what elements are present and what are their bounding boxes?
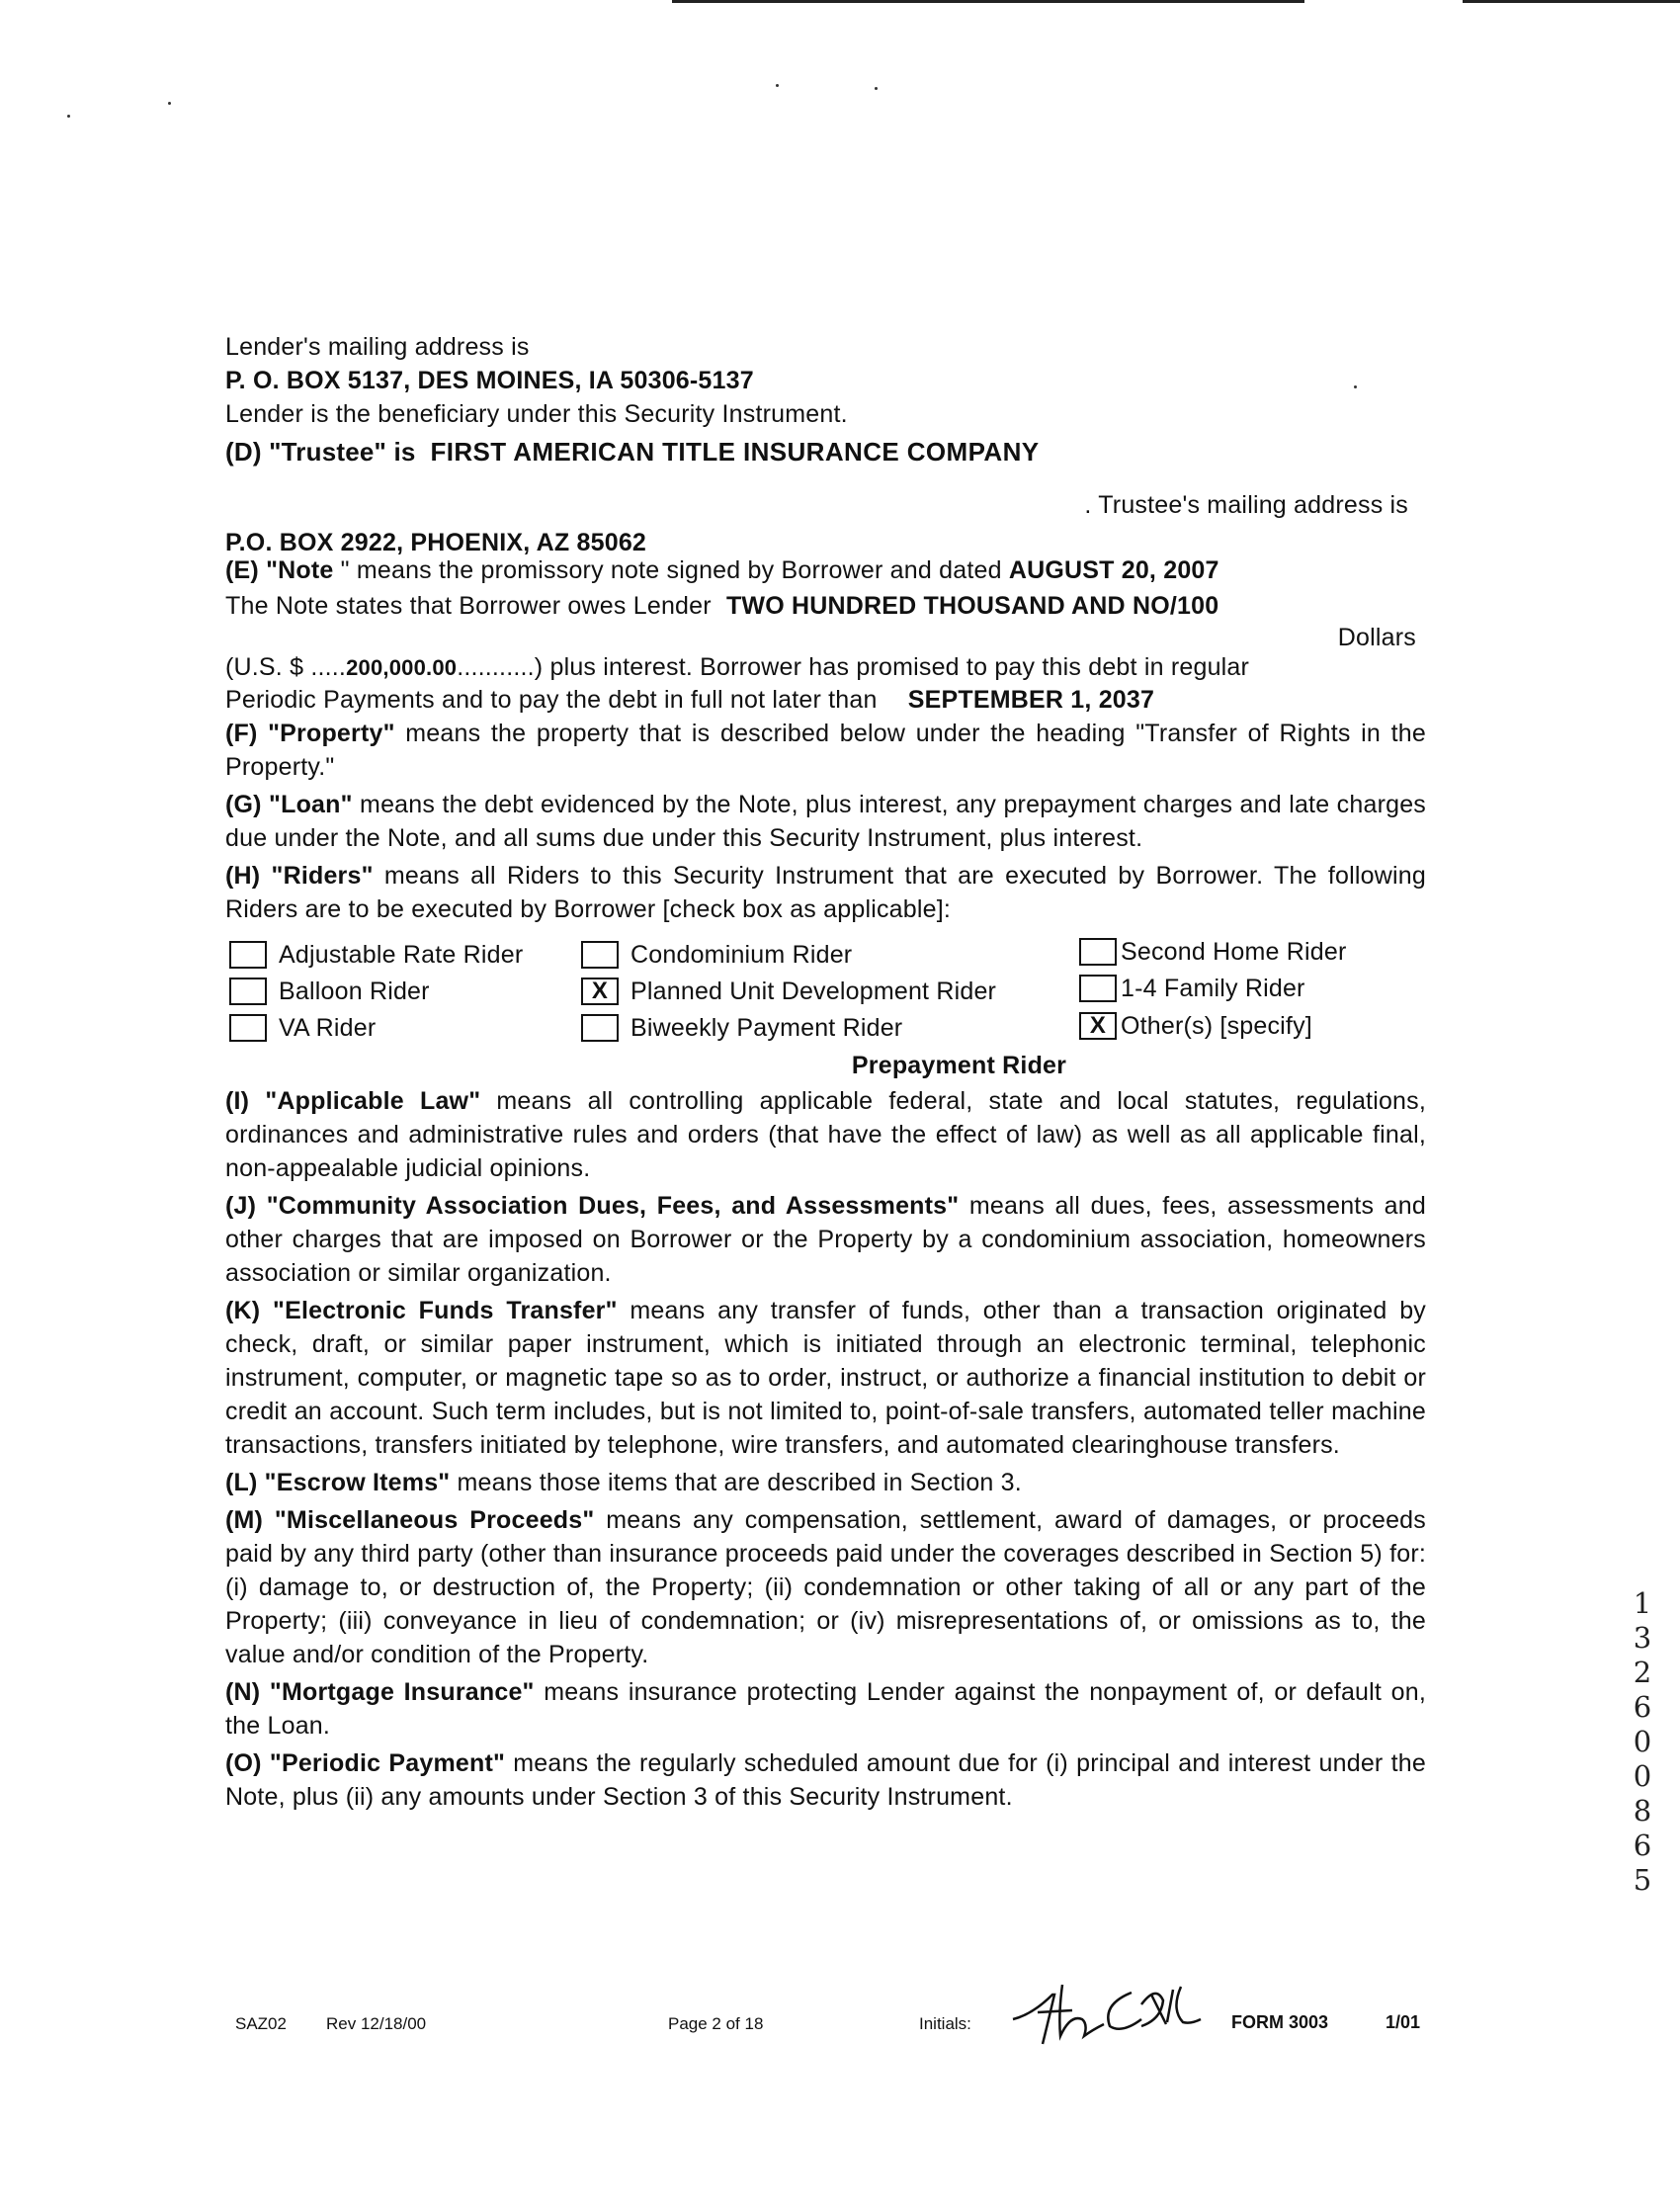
rider-va: VA Rider [229,1011,376,1045]
checkbox-second-home[interactable] [1079,938,1117,966]
rider-biweekly-payment: Biweekly Payment Rider [581,1011,902,1045]
definition-l: (L) "Escrow Items" means those items that are described in Section 3. [225,1469,1022,1496]
trustee-line [225,435,1426,468]
side-stamp-digit: 0 [1633,1725,1652,1758]
footer-page-number: Page 2 of 18 [668,2014,764,2033]
lender-beneficiary-text: Lender is the beneficiary under this Security Instrument. [225,400,848,428]
rider-balloon: Balloon Rider [229,975,430,1008]
trustee-mailing-label: . Trustee's mailing address is [1084,491,1408,519]
side-recording-stamp [1623,1586,1662,1898]
checkbox-1-4-family[interactable] [1079,975,1117,1002]
checkbox-biweekly-payment[interactable] [581,1014,619,1042]
note-label: (E) "Note [225,556,334,584]
page-footer [235,2000,1431,2060]
checkbox-others[interactable]: X [1079,1012,1117,1040]
note-text: " means the promissory note signed by Borrower and dated [333,556,1002,584]
note-us-prefix: (U.S. $ ..... [225,653,347,681]
scan-top-edge-line [672,0,1304,3]
rider-adjustable-rate: Adjustable Rate Rider [229,938,523,972]
trustee-prefix: (D) "Trustee" is [225,437,416,467]
side-stamp-digit: 1 [1633,1586,1652,1620]
footer-initials-label: Initials: [919,2014,971,2033]
definition-h: (H) "Riders" means all Riders to this Security Instrument that are executed by Borrower. The following Riders are to be executed by Borrower [check box as applicable]: [225,862,1426,923]
note-periodic-text: Periodic Payments and to pay the debt in full not later than [225,686,878,714]
note-owes-text: The Note states that Borrower owes Lender [225,592,712,620]
note-dollars: Dollars [1337,624,1416,651]
rider-1-4-family: 1-4 Family Rider [1079,972,1305,1005]
side-stamp-digit: 3 [1633,1621,1652,1655]
rider-others: X Other(s) [specify] [1079,1009,1312,1043]
note-periodic-line [225,683,1426,717]
note-amount-words: TWO HUNDRED THOUSAND AND NO/100 [725,592,1219,620]
riders-checkbox-grid [225,938,1426,1047]
scan-speck [168,102,171,105]
definition-o: (O) "Periodic Payment" means the regularly scheduled amount due for (i) principal and interest under the Note, plus (ii) any amounts under Section 3 of this Security Instrument. [225,1749,1427,1811]
side-stamp-digit: 2 [1633,1656,1652,1689]
definition-f: (F) "Property" means the property that is described below under the heading "Transfer of Rights in the Property." [225,720,1426,781]
trustee-name: FIRST AMERICAN TITLE INSURANCE COMPANY [430,437,1040,467]
side-stamp-digit: 5 [1633,1863,1652,1897]
lender-address: P. O. BOX 5137, DES MOINES, IA 50306-5137 [225,367,754,394]
note-date: AUGUST 20, 2007 [1008,556,1219,584]
side-stamp-digit: 6 [1633,1829,1652,1862]
footer-form-number: FORM 3003 [1231,2012,1329,2032]
definition-k: (K) "Electronic Funds Transfer" means any transfer of funds, other than a transaction originated by check, draft, or similar paper instrument, which is initiated through an electronic terminal, telephonic instrument, computer, or magnetic tape so as to order, instruct, or authorize a financial institution to debit or credit an account. Such term includes, but is not limited to, point-of-sale transfers, automated teller machine transactions, transfers initiated by telephone, wire transfers, and automated clearinghouse transfers. [225,1297,1427,1459]
rider-condominium: Condominium Rider [581,938,852,972]
note-owes-line [225,589,1426,623]
checkbox-balloon[interactable] [229,978,267,1005]
checkbox-condominium[interactable] [581,941,619,969]
side-stamp-digits [1623,1586,1662,1898]
scan-speck [776,84,779,87]
definition-g: (G) "Loan" means the debt evidenced by the Note, plus interest, any prepayment charges and late charges due under the Note, and all sums due under this Security Instrument, plus interest. [225,791,1427,852]
note-definition-line [225,555,1426,585]
trustee-address: P.O. BOX 2922, PHOENIX, AZ 85062 [225,529,647,556]
definition-n: (N) "Mortgage Insurance" means insurance protecting Lender against the nonpayment of, or default on, the Loan. [225,1678,1426,1740]
side-stamp-digit: 8 [1633,1794,1652,1828]
note-amount-number: 200,000.00 [346,655,458,680]
side-stamp-digit: 0 [1633,1759,1652,1793]
note-amount-line [225,652,1426,683]
note-us-suffix: ...........) plus interest. Borrower has promised to pay this debt in regular [457,653,1250,681]
checkbox-va[interactable] [229,1014,267,1042]
footer-form-code: SAZ02 [235,2014,287,2033]
footer-revision: Rev 12/18/00 [326,2014,427,2033]
scan-top-edge-line-right [1463,0,1680,3]
scan-speck [67,115,70,118]
lender-mailing-label: Lender's mailing address is [225,333,530,361]
note-maturity-date: SEPTEMBER 1, 2037 [907,686,1155,714]
rider-second-home: Second Home Rider [1079,935,1347,969]
definition-j: (J) "Community Association Dues, Fees, and Assessments" means all dues, fees, assessments and other charges that are imposed on Borrower or the Property by a condominium association, homeowners association or similar organization. [225,1192,1426,1287]
other-rider-specified: Prepayment Rider [851,1052,1067,1079]
footer-form-date: 1/01 [1386,2012,1421,2032]
side-stamp-digit: 6 [1633,1690,1652,1724]
rider-planned-unit-development: X Planned Unit Development Rider [581,975,996,1008]
definition-m: (M) "Miscellaneous Proceeds" means any compensation, settlement, award of damages, or proceeds paid by any third party (other than insurance proceeds paid under the coverages described in Section 5) for: (i) damage to, or destruction of, the Property; (ii) condemnation or other taking of all or any part of the Property; (iii) conveyance in lieu of condemnation; or (iv) misrepresentations of, or omissions as to, the value and/or condition of the Property. [225,1506,1426,1668]
checkbox-planned-unit-development[interactable]: X [581,978,619,1005]
checkbox-adjustable-rate[interactable] [229,941,267,969]
document-body [225,330,1426,1814]
scan-speck [875,87,878,90]
definition-i: (I) "Applicable Law" means all controlling applicable federal, state and local statutes, regulations, ordinances and administrative rules and orders (that have the effect of law) as well as all applicable final, non-appealable judicial opinions. [225,1087,1427,1182]
